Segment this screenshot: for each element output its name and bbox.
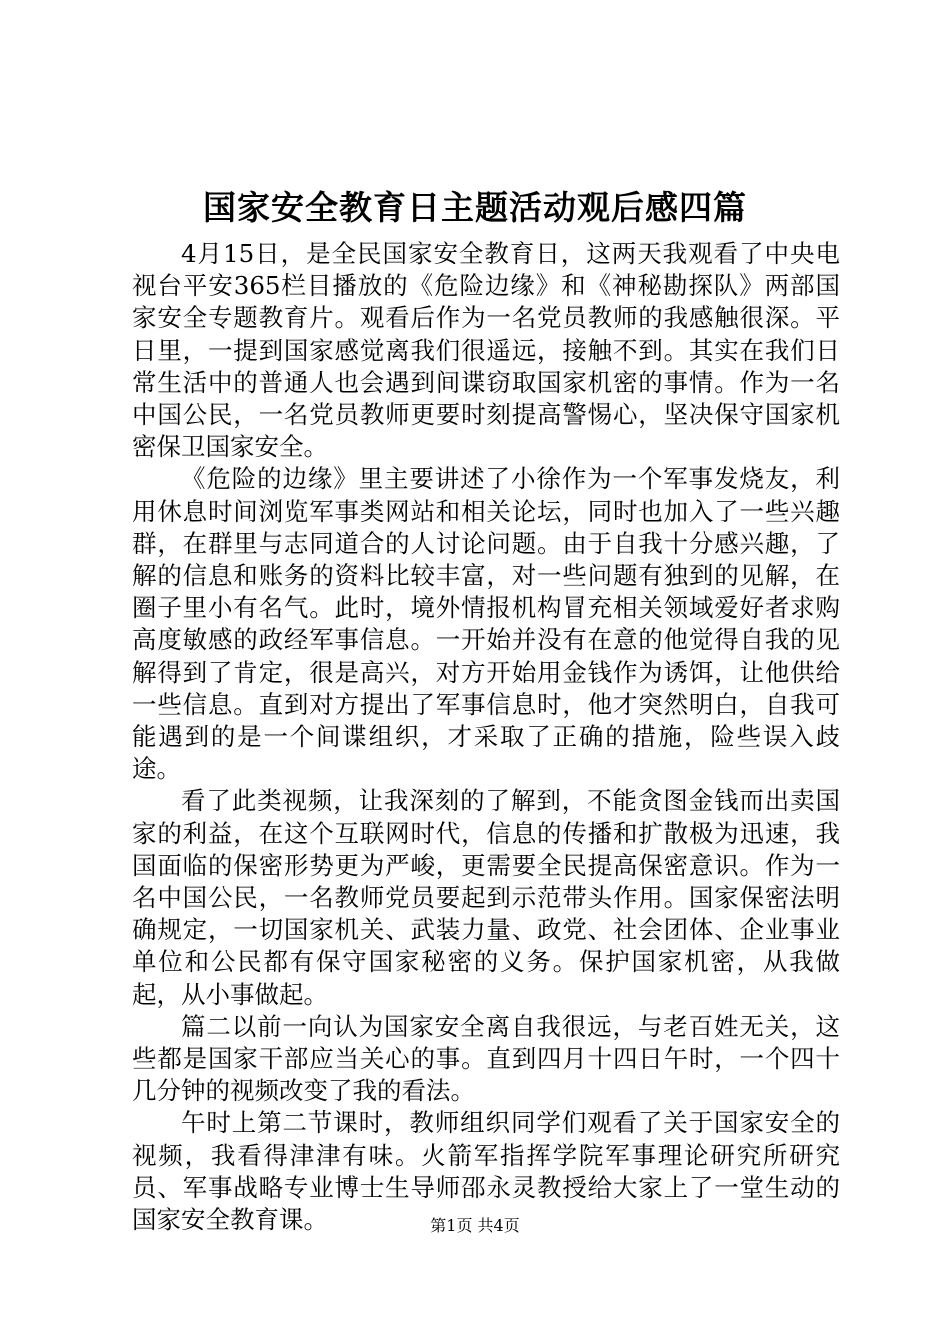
paragraph: 看了此类视频，让我深刻的了解到，不能贪图金钱而出卖国家的利益，在这个互联网时代，信息的传播和扩散极为迅速，我国面临的保密形势更为严峻，更需要全民提高保密意识。作为一名中国公民，一名教师党员要起到示范带头作用。国家保密法明确规定，一切国家机关、武装力量、政党、社会团体、企业事业单位和公民都有保守国家秘密的义务。保护国家机密，从我做起，从小事做起。 — [132, 786, 840, 1009]
paragraph: 4月15日，是全民国家安全教育日，这两天我观看了中央电视台平安365栏目播放的《危险边缘》和《神秘勘探队》两部国家安全专题教育片。观看后作为一名党员教师的我感触很深。平日里，一提到国家感觉离我们很遥远，接触不到。其实在我们日常生活中的普通人也会遇到间谍窃取国家机密的事情。作为一名中国公民，一名党员教师更要时刻提高警惕心，坚决保守国家机密保卫国家安全。 — [132, 239, 840, 462]
paragraph: 《危险的边缘》里主要讲述了小徐作为一个军事发烧友，利用休息时间浏览军事类网站和相关论坛，同时也加入了一些兴趣群，在群里与志同道合的人讨论问题。由于自我十分感兴趣，了解的信息和账务的资料比较丰富，对一些问题有独到的见解，在圈子里小有名气。此时，境外情报机构冒充相关领域爱好者求购高度敏感的政经军事信息。一开始并没有在意的他觉得自我的见解得到了肯定，很是高兴，对方开始用金钱作为诱饵，让他供给一些信息。直到对方提出了军事信息时，他才突然明白，自我可能遇到的是一个间谍组织，才采取了正确的措施，险些误入歧途。 — [132, 464, 840, 784]
paragraph: 午时上第二节课时，教师组织同学们观看了关于国家安全的视频，我看得津津有味。火箭军指挥学院军事理论研究所研究员、军事战略专业博士生导师邵永灵教授给大家上了一堂生动的国家安全教育课。 — [132, 1108, 840, 1235]
document-body — [132, 238, 840, 1236]
page-number-footer: 第1页 共4页 — [430, 1216, 520, 1235]
paragraph: 篇二以前一向认为国家安全离自我很远，与老百姓无关，这些都是国家干部应当关心的事。直到四月十四日午时，一个四十几分钟的视频改变了我的看法。 — [132, 1011, 840, 1106]
document-title: 国家安全教育日主题活动观后感四篇 — [203, 188, 747, 227]
